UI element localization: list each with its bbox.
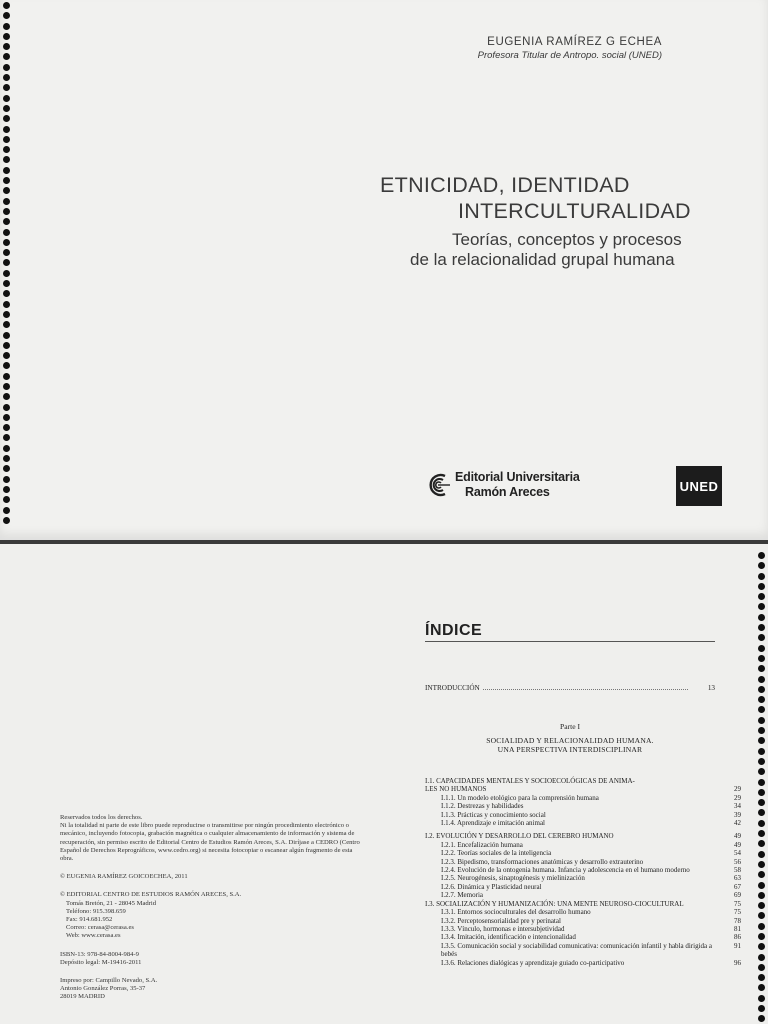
- binding-hole: [3, 136, 10, 143]
- toc-entry: [425, 858, 741, 866]
- binding-hole: [758, 892, 765, 899]
- binding-hole: [3, 23, 10, 30]
- binding-hole: [3, 2, 10, 9]
- publisher-web: Web: www.cerasa.es: [66, 932, 121, 940]
- author-role: Profesora Titular de Antropo. social (UNED): [477, 50, 662, 61]
- toc-entry: [425, 942, 741, 959]
- index-title: ÍNDICE: [425, 622, 483, 639]
- binding-hole: [758, 665, 765, 672]
- toc-entry-text: I.2.1. Encefalización humana: [441, 840, 523, 849]
- binding-hole: [3, 517, 10, 524]
- binding-hole: [758, 995, 765, 1002]
- binding-hole: [3, 146, 10, 153]
- binding-hole: [3, 486, 10, 493]
- toc-entry-text: I.1. CAPACIDADES MENTALES Y SOCIOECOLÓGICAS DE ANIMA-: [425, 777, 635, 785]
- toc-entry: [425, 908, 741, 916]
- toc-entry-page: 67: [734, 882, 741, 891]
- binding-hole: [3, 301, 10, 308]
- toc-entry-page: 58: [734, 866, 741, 875]
- binding-hole: [758, 645, 765, 652]
- binding-hole: [3, 84, 10, 91]
- toc-entry: [425, 900, 741, 908]
- legal-deposit: Depósito legal: M-19416-2011: [60, 958, 142, 966]
- toc-entry-page: 75: [734, 908, 741, 917]
- binding-hole: [3, 259, 10, 266]
- toc-entry: [425, 819, 741, 827]
- binding-hole: [3, 198, 10, 205]
- toc-entry: [425, 874, 741, 882]
- binding-hole: [3, 332, 10, 339]
- binding-hole: [758, 964, 765, 971]
- binding-hole: [3, 424, 10, 431]
- toc-entry: [425, 841, 741, 849]
- publisher-copyright: © EDITORIAL CENTRO DE ESTUDIOS RAMÓN ARECES, S.A.: [60, 891, 242, 899]
- toc-entry-page: 42: [734, 819, 741, 828]
- binding-hole: [3, 229, 10, 236]
- publisher-fax: Fax: 914.681.952: [66, 916, 113, 924]
- rights-line1: Reservados todos los derechos.: [60, 814, 143, 821]
- toc-entry-text: I.3.3. Vínculo, hormonas e intersubjetividad: [441, 924, 565, 933]
- table-of-contents: [425, 777, 741, 967]
- binding-hole: [758, 933, 765, 940]
- binding-hole: [758, 820, 765, 827]
- binding-hole: [758, 593, 765, 600]
- toc-entry-text: I.2.4. Evolución de la ontogenia humana. Infancia y adolescencia en el humano moderno: [441, 866, 690, 875]
- toc-entry: [425, 849, 741, 857]
- binding-hole: [758, 727, 765, 734]
- rights-line2: Ni la totalidad ni parte de este libro puede reproducirse o transmitirse por ningún procedimiento electrónico o mecánico, incluyendo fotocopia, grabación magnética o cualquier almacenamiento de información y sistema de recuperación, sin permiso escrito de Editorial Centro de Estudios Ramón Areces, S.A. Diríjase a CEDRO (Centro Español de Derechos Reprográficos, www.cedro.org) si necesita fotocopiar o escanear algún fragmento de esta obra.: [60, 822, 360, 863]
- binding-hole: [758, 923, 765, 930]
- toc-entry-text: I.1.1. Un modelo etológico para la comprensión humana: [441, 793, 599, 802]
- binding-hole: [3, 321, 10, 328]
- publisher-address: Tomás Bretón, 21 - 28045 Madrid: [66, 899, 157, 907]
- binding-hole: [758, 912, 765, 919]
- part-title-line2: UNA PERSPECTIVA INTERDISCIPLINAR: [497, 745, 643, 754]
- binding-hole: [758, 768, 765, 775]
- binding-hole: [3, 434, 10, 441]
- binding-hole: [3, 208, 10, 215]
- author-name: EUGENIA RAMÍREZ G ECHEA: [487, 36, 662, 48]
- toc-entry-page: 86: [734, 933, 741, 942]
- uned-logo: UNED: [676, 466, 722, 506]
- toc-entry-page: 75: [734, 899, 741, 908]
- toc-entry-page: 63: [734, 874, 741, 883]
- binding-hole: [758, 954, 765, 961]
- toc-entry-text: I.3.5. Comunicación social y sociabilidad comunicativa: comunicación infantil y habla dirigida a bebés: [441, 941, 712, 959]
- binding-hole: [3, 465, 10, 472]
- printer-address: Antonio González Porras, 35-37: [60, 985, 146, 993]
- binding-hole: [758, 562, 765, 569]
- intro-entry: [425, 684, 715, 692]
- part-title: [425, 736, 715, 754]
- binding-hole: [3, 362, 10, 369]
- binding-hole: [758, 634, 765, 641]
- toc-entry-page: 96: [734, 958, 741, 967]
- toc-entry: [425, 959, 741, 967]
- toc-entry-text: I.1.2. Destrezas y habilidades: [441, 802, 524, 811]
- toc-entry: [425, 777, 741, 785]
- intro-label: INTRODUCCIÓN: [425, 684, 480, 692]
- binding-hole: [758, 1015, 765, 1022]
- binding-hole: [3, 290, 10, 297]
- author-block: [402, 36, 662, 61]
- binding-hole: [3, 270, 10, 277]
- binding-hole: [3, 33, 10, 40]
- binding-hole: [758, 696, 765, 703]
- index-page: [0, 544, 768, 1024]
- author-copyright: © EUGENIA RAMÍREZ GOICOECHEA, 2011: [60, 873, 188, 881]
- binding-hole: [758, 943, 765, 950]
- toc-entry-page: 69: [734, 891, 741, 900]
- binding-hole: [758, 758, 765, 765]
- toc-entry: [425, 917, 741, 925]
- binding-hole: [3, 156, 10, 163]
- toc-entry-text: I.2.2. Teorías sociales de la inteligencia: [441, 849, 552, 858]
- isbn: ISBN-13: 978-84-8004-984-9: [60, 950, 139, 958]
- binding-hole: [758, 737, 765, 744]
- binding-hole: [758, 779, 765, 786]
- publisher-emblem-icon: [425, 470, 451, 500]
- toc-entry: [425, 802, 741, 810]
- binding-hole: [758, 686, 765, 693]
- toc-entry: [425, 925, 741, 933]
- toc-entry-text: I.2. EVOLUCIÓN Y DESARROLLO DEL CEREBRO HUMANO: [425, 832, 614, 841]
- binding-hole: [758, 573, 765, 580]
- binding-hole: [3, 105, 10, 112]
- binding-hole: [758, 871, 765, 878]
- binding-hole: [3, 187, 10, 194]
- toc-entry: [425, 883, 741, 891]
- binding-hole: [758, 830, 765, 837]
- toc-entry-page: 39: [734, 810, 741, 819]
- book-title-line1: ETNICIDAD, IDENTIDAD: [380, 173, 630, 197]
- toc-entry-text: I.1.4. Aprendizaje e imitación animal: [441, 819, 545, 828]
- publisher-logo: [425, 470, 580, 500]
- toc-entry-page: 91: [734, 941, 741, 950]
- toc-entry-page: 56: [734, 857, 741, 866]
- copyright-block: [60, 814, 360, 1012]
- binding-hole: [3, 115, 10, 122]
- binding-hole: [3, 126, 10, 133]
- binding-hole: [3, 218, 10, 225]
- binding-hole: [758, 984, 765, 991]
- toc-entry: [425, 891, 741, 899]
- binding-hole: [3, 239, 10, 246]
- printer: Impreso por: Campillo Nevado, S.A.: [60, 977, 158, 985]
- toc-entry-page: 49: [734, 840, 741, 849]
- toc-entry: [425, 794, 741, 802]
- toc-entry-page: 49: [734, 832, 741, 841]
- toc-entry-text: I.2.5. Neurogénesis, sinaptogénesis y mielinización: [441, 874, 585, 883]
- binding-hole: [758, 603, 765, 610]
- publisher-line2: Ramón Areces: [465, 485, 550, 499]
- binding-hole: [758, 676, 765, 683]
- binding-hole: [3, 476, 10, 483]
- binding-hole: [3, 352, 10, 359]
- toc-entry-page: 78: [734, 916, 741, 925]
- toc-entry: [425, 811, 741, 819]
- index-divider: [425, 641, 715, 642]
- binding-hole: [3, 455, 10, 462]
- binding-hole: [3, 404, 10, 411]
- toc-entry-page: 81: [734, 924, 741, 933]
- spiral-binding-right: [758, 552, 768, 1024]
- binding-hole: [3, 43, 10, 50]
- binding-hole: [3, 74, 10, 81]
- toc-entry-text: I.3.6. Relaciones dialógicas y aprendizaje guiado co-participativo: [441, 958, 625, 967]
- binding-hole: [758, 706, 765, 713]
- binding-hole: [758, 799, 765, 806]
- binding-hole: [3, 167, 10, 174]
- toc-entry-text: LES NO HUMANOS: [425, 785, 487, 794]
- binding-hole: [758, 614, 765, 621]
- binding-hole: [3, 414, 10, 421]
- binding-hole: [758, 583, 765, 590]
- publisher-email: Correo: cerasa@cerasa.es: [66, 924, 134, 932]
- toc-entry-text: I.2.3. Bipedismo, transformaciones anatómicas y desarrollo extrauterino: [441, 857, 644, 866]
- publisher-line1: Editorial Universitaria: [455, 470, 580, 484]
- toc-entry-text: I.3.2. Perceptosensorialidad pre y perinatal: [441, 916, 561, 925]
- toc-entry-page: 29: [734, 785, 741, 794]
- binding-hole: [3, 393, 10, 400]
- toc-entry: [425, 933, 741, 941]
- binding-hole: [758, 809, 765, 816]
- binding-hole: [3, 64, 10, 71]
- toc-entry: [425, 866, 741, 874]
- binding-hole: [758, 902, 765, 909]
- book-subtitle-line1: Teorías, conceptos y procesos: [452, 230, 682, 249]
- binding-hole: [758, 974, 765, 981]
- binding-hole: [3, 507, 10, 514]
- binding-hole: [758, 851, 765, 858]
- leader-dots: [483, 684, 688, 690]
- binding-hole: [758, 840, 765, 847]
- binding-hole: [3, 445, 10, 452]
- binding-hole: [758, 789, 765, 796]
- binding-hole: [3, 342, 10, 349]
- binding-hole: [3, 496, 10, 503]
- book-title-block: [380, 172, 760, 270]
- binding-hole: [758, 748, 765, 755]
- printer-city: 28019 MADRID: [60, 993, 105, 1001]
- toc-entry-text: I.3.1. Entornos socioculturales del desarrollo humano: [441, 908, 591, 917]
- binding-hole: [758, 552, 765, 559]
- publisher-phone: Teléfono: 915.398.659: [66, 907, 126, 915]
- binding-hole: [758, 861, 765, 868]
- binding-hole: [3, 280, 10, 287]
- toc-entry: [425, 832, 741, 840]
- binding-hole: [3, 311, 10, 318]
- toc-entry-text: I.3.4. Imitación, identificación e intencionalidad: [441, 933, 576, 942]
- spiral-binding: [3, 2, 13, 527]
- toc-entry: [425, 785, 741, 793]
- binding-hole: [3, 95, 10, 102]
- binding-hole: [758, 1005, 765, 1012]
- binding-hole: [3, 177, 10, 184]
- part-label: Parte I: [559, 722, 581, 731]
- toc-entry-page: 54: [734, 849, 741, 858]
- binding-hole: [758, 655, 765, 662]
- binding-hole: [758, 882, 765, 889]
- toc-entry-text: I.2.7. Memoria: [441, 891, 483, 900]
- binding-hole: [3, 373, 10, 380]
- binding-hole: [3, 249, 10, 256]
- toc-entry-page: 34: [734, 802, 741, 811]
- binding-hole: [758, 717, 765, 724]
- toc-entry-text: I.2.6. Dinámica y Plasticidad neural: [441, 882, 542, 891]
- binding-hole: [3, 383, 10, 390]
- part-title-line1: SOCIALIDAD Y RELACIONALIDAD HUMANA.: [486, 736, 654, 745]
- toc-entry-text: I.1.3. Prácticas y conocimiento social: [441, 810, 546, 819]
- book-subtitle-line2: de la relacionalidad grupal humana: [410, 250, 675, 269]
- binding-hole: [758, 624, 765, 631]
- binding-hole: [3, 12, 10, 19]
- toc-entry-page: 29: [734, 793, 741, 802]
- binding-hole: [3, 53, 10, 60]
- intro-page: 13: [707, 684, 715, 692]
- book-title-line2: INTERCULTURALIDAD: [458, 199, 691, 223]
- toc-entry-text: I.3. SOCIALIZACIÓN Y HUMANIZACIÓN: UNA MENTE NEUROSO-CIOCULTURAL: [425, 899, 684, 908]
